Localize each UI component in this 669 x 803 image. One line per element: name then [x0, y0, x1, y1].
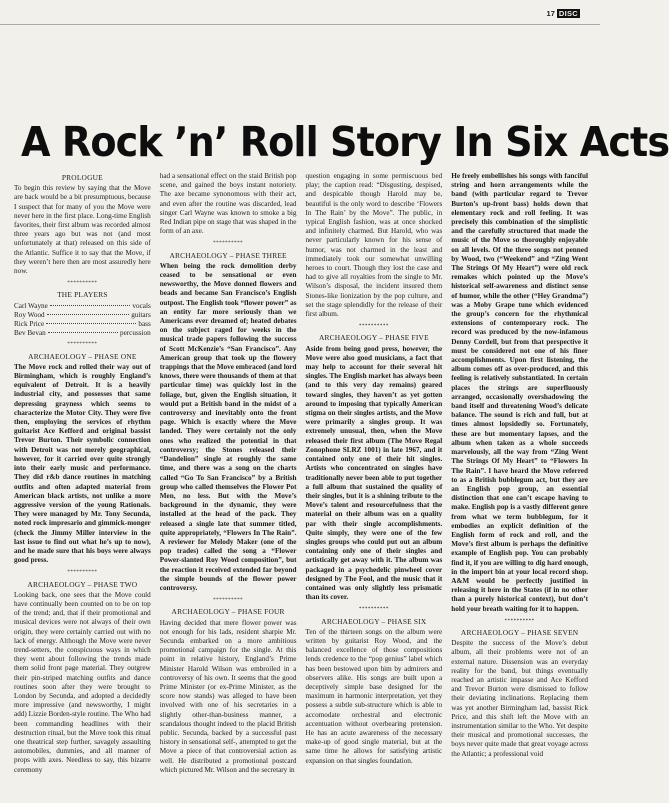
- section-divider: **********: [67, 570, 98, 576]
- player-role: guitars: [131, 310, 151, 319]
- column-2: [160, 172, 297, 803]
- paragraph-continued: question engaging in some permiscuous bed play; the caption read: “Disgusting, despised, and despicable though Harold may be, beautiful is the only word to describe ‘Flowers In The Rain’ by the Move”. The public, in typical English fashion, was at once shocked and infinitely charmed. But Harold, who was never particularly known for his sense of humor, was not charmed in the least and immediately took our somewhat unwilling heroes to court. Though they lost the case and had to give all royalties from the single to Mr. Wilson’s disposal, the incident insured them Stones-like lionization by the pop culture, and set the stage splendidly for the release of their first album.: [305, 172, 443, 319]
- section-heading-phase-three: ARCHAEOLOGY – PHASE THREE: [169, 250, 287, 260]
- player-role: bass: [138, 320, 151, 329]
- player-row: [14, 302, 151, 311]
- section-heading-phase-two: ARCHAEOLOGY – PHASE TWO: [27, 579, 138, 589]
- page-number: 17: [546, 9, 555, 18]
- leader-dots: [50, 305, 131, 306]
- column-3: [306, 172, 443, 803]
- section-divider: **********: [67, 342, 98, 348]
- article-body: [14, 172, 588, 803]
- column-4: [451, 172, 588, 803]
- leader-dots: [46, 323, 136, 324]
- section-heading-phase-four: ARCHAEOLOGY – PHASE FOUR: [171, 607, 285, 617]
- section-heading-phase-six: ARCHAEOLOGY – PHASE SIX: [321, 616, 427, 626]
- paragraph-continued: had a sensational effect on the staid British pop scene, and gained the boys instant notoriety. The axe became synonomous with their act, and even after the routine was discarded, lead singer Carl Wayne was known to smoke a big Red Indian pipe on stage that was shaped in the form of an axe.: [159, 172, 297, 236]
- section-divider: **********: [213, 241, 244, 247]
- section-divider: **********: [213, 598, 244, 604]
- column-1: [14, 172, 151, 803]
- page-folio: [547, 9, 580, 18]
- paragraph-phase-five: Aside from being good press, however, the Move were also good musicians, a fact that may help to account for their several hit singles. The English market has always been (and to this very day remains) geared toward singles, they haven’t as yet gotten around to imposing that typically American stigma on their singles artists, and the Move were primarily a singles group. It was extremely unusual, then, when the Move released their first album (The Move Regal Zonophone SLRZ 1001) in late 1967, and it contained only one of their hit singles. Artists who concentrated on singles have traditionally never been able to put together a full album that sustained the quality of their singles, but it is a shining tribute to the Move’s talent and resourcefulness that the material on their album was on a quality par with their single accomplishments. Quite simply, they were one of the few singles groups who could put out an album containing only one of their singles and artistically get away with it. The album was packaged in a psychedelic pinwheel cover designed by The Fool, and the music that it contained was only slightly less prismatic than its cover.: [305, 344, 443, 602]
- player-role: vocals: [132, 301, 151, 310]
- paragraph-phase-three: When being the rock demolition derby ceased to be sensational or even newsworthy, the Move donned flowers and beads and became San Francisco’s English outpost. The English took “flower power” as an entity far more seriously than we Americans ever dreamed of; heated debates on the subject raged for weeks in the musical trade papers following the success of Scott McKenzie’s “San Francisco”. Any American group that took up the flowery trappings that the Move embraced (and lord knows, there were thousands of them at that particular time) was quickly lost in the foliage, but, given the English situation, it would put a British band in the midst of a controversy and inevitably onto the front page. Which is exactly where the Move landed. They were certainly not the only ones who realized the potential in that controversy; the Stones released their “Dandelion” single at roughly the same time, and there was a song on the charts called “Go To San Francisco” by a British group who called themselves the Flower Pot Men, no less. But with the Move’s background in the dynamic, they were installed at the head of the pack. They released a single late that summer titled, quite appropriately, “Flowers In The Rain”. A reviewer for Melody Maker (one of the pop trades) called the song a “Flower Power-slanted Roy Wood composition”, but the reaction it received extended far beyond the simple bounds of the flower power controversy.: [159, 261, 297, 592]
- player-name: Carl Wayne: [14, 301, 48, 310]
- player-row: [14, 329, 151, 338]
- paragraph-continued: He freely embellishes his songs with fanciful string and horn arrangements while the band (with particular regard to Trevor Burton’s up-front bass) holds down that elementary rock and roll feeling. It was precisely this combination of the simplistic and the carefully structured that made the music of the Move so thoroughly enjoyable on all levels. Of the three songs not penned by Wood, two (“Weekend” and “Zing Went The Strings Of My Heart”) were old rock remakes which pointed up the Move’s historical self-awareness and distinct sense of humor, while the other (“Hey Grandma”) was a Moby Grape tune which evidenced the group’s concern for the rhythmical extensions of contemporary rock. The record was produced by the now-infamous Denny Cordell, but from that perspective it must be considered not one of his finer accomplishments. Upon first listening, the album comes off as over-produced, and this feeling is relatively substantiated. In certain places the strings are superfluously arranged, occasionally overshadowing the band itself and threatening Wood’s delicate balance. The sound is rich and full, but at times almost lopsidedly so. Fortunately, these are but momentary lapses, and the album when taken as a whole succeeds marvelously, all the way from “Zing Went The Strings Of My Heart” to “Flowers In The Rain”. I have heard the Move referred to as a British bubblegum act, but they are an English pop group, an essential distinction that one can’t escape having to make. English pop is a vastly different genre from what we term bubblegum, for it embodies an explicit definition of the English form of rock and roll, and the Move’s first album is perhaps the definitive example of English pop. You can probably find it, if you are willing to dig hard enough, in the import bin at your local record shop. A&M would be perfectly justified in releasing it here in the States (if in no other than a purely historical context), but don’t hold your breath waiting for it to happen.: [451, 172, 588, 613]
- section-heading-phase-five: ARCHAEOLOGY – PHASE FIVE: [318, 333, 429, 343]
- section-divider: **********: [358, 607, 389, 613]
- leader-dots: [48, 332, 118, 333]
- player-role: percussion: [120, 329, 151, 338]
- player-row: [14, 311, 151, 320]
- top-rule: [0, 24, 600, 25]
- paragraph-phase-six: Ten of the thirteen songs on the album were written by guitarist Roy Wood, and the balanced excellence of those compositions lends credence to the “pop genius” label which has been bestowed upon him by admirers and observers alike. His songs are built upon a deceptively simple base designed for the maximum in harmonic interpretation, yet they possess a subtle sub-structure which is able to accomodate orchestral and electronic accentuation without overbearing pretension. He has an acute awareness of the necessary make-up of good single material, but at the same time he allows for satisfying artistic expansion on that singles foundation.: [305, 627, 443, 765]
- section-heading-prologue: PROLOGUE: [61, 173, 103, 182]
- magazine-logo: DISC: [558, 9, 578, 18]
- player-name: Bev Bevan: [14, 329, 46, 338]
- paragraph-phase-two: Looking back, one sees that the Move could have continually been counted on to be on top of the trend; and, that if their promotional and musical devices were not always of their own origin, they were certainly carried out with no lack of energy. Although the Move were never trend-setters, the conspicuous ways in which they went about following the trends made them solid front page material. They outgrew their pin-striped matching outfits and dance routines soon after they were brought to London by Secunda, and adopted a decidedly more impressive (and newsworthy, I might add) Lizzie Borden-style routine. The Who had been commanding headlines with their destruction ritual, but the Move took this ritual one theatrical step further, savagely assaulting automobiles, dummies, and all manner of props with axes. Needless to say, this bizarre ceremony: [14, 590, 151, 774]
- player-row: [14, 320, 151, 329]
- section-heading-phase-seven: ARCHAEOLOGY – PHASE SEVEN: [460, 627, 579, 637]
- section-heading-players: THE PLAYERS: [57, 290, 108, 300]
- paragraph-phase-one: The Move rock and rolled their way out of Birmingham, which is roughly England’s equivalent of Detroit. It is a heavily industrial city, and possesses that same depressing grayness which seems to characterize the Motor City. They were five then, employing the services of rhythm guitarist Ace Kefford and original bassist Trevor Burton. Their symbolic connection with Detroit was not merely geographical, however, for it carried over quite strongly into their early music and performance. They did r&b dance routines in matching outfits and often adapted material from American black artists, not unlike a more aggressive version of the young Rationals. They were managed by Mr. Tony Secunda, noted rock impresario and gimmick-monger (check the Jimmy Miller interview in the last issue to find out what he’s up to now), and he made sure that his boys were always good press.: [14, 362, 151, 565]
- section-divider: **********: [504, 618, 535, 624]
- players-list: [14, 302, 151, 339]
- paragraph-prologue: To begin this review by saying that the Move are back would be a bit presumptuous, because I suspect that for many of you the Move were never here in the first place. Long-time English favorites, their first album was recorded almost three years ago but was not (and most unfortunately at that) released on this side of the Atlantic. Suffice it to say that the Move, if they weren’t here then are most assuredly here now.: [14, 184, 151, 276]
- section-heading-phase-one: ARCHAEOLOGY – PHASE ONE: [28, 351, 137, 361]
- player-name: Rick Price: [14, 320, 45, 329]
- section-divider: **********: [67, 281, 98, 287]
- section-divider: **********: [358, 324, 389, 330]
- paragraph-phase-four: Having decided that mere flower power was not enough for his lads, resident sharpie Mr. Secunda embarked on a more ambitious promotional campaign for the single. At this point in relative history, England’s Prime Minister Harold Wilson was embroiled in a controversy of his own. It seems that the good Prime Minister (or ex-Prime Minister, as the score now stands) was alleged to have been involved with one of his secretaries in a slightly other-than-business manner, a scandalous thought indeed to the placid British public. Secunda, backed by a successful past history in sensational self-, attempted to get the Move a piece of that controversial action as well. He distributed a promotional postcard which pictured Mr. Wilson and the secretary in: [159, 618, 297, 774]
- leader-dots: [47, 314, 130, 315]
- player-name: Roy Wood: [14, 310, 45, 319]
- paragraph-phase-seven: Despite the success of the Move’s debut album, all their problems were not of an external nature. Dissension was an everyday reality for the band, but things eventually reached an artistic impasse and Ace Kefford and Trevor Burton were dismissed to follow their deviating inclinations. Replacing them was yet another Birmingham lad, bassist Rick Price, and this shift left the Move with an instrumentation similar to the Who. Yet despite their musical and promotional successes, the boys never quite made that great voyage across the Atlantic; a professional void: [451, 639, 588, 758]
- article-headline: A Rock ’n’ Roll Story In Six Acts: [21, 118, 669, 166]
